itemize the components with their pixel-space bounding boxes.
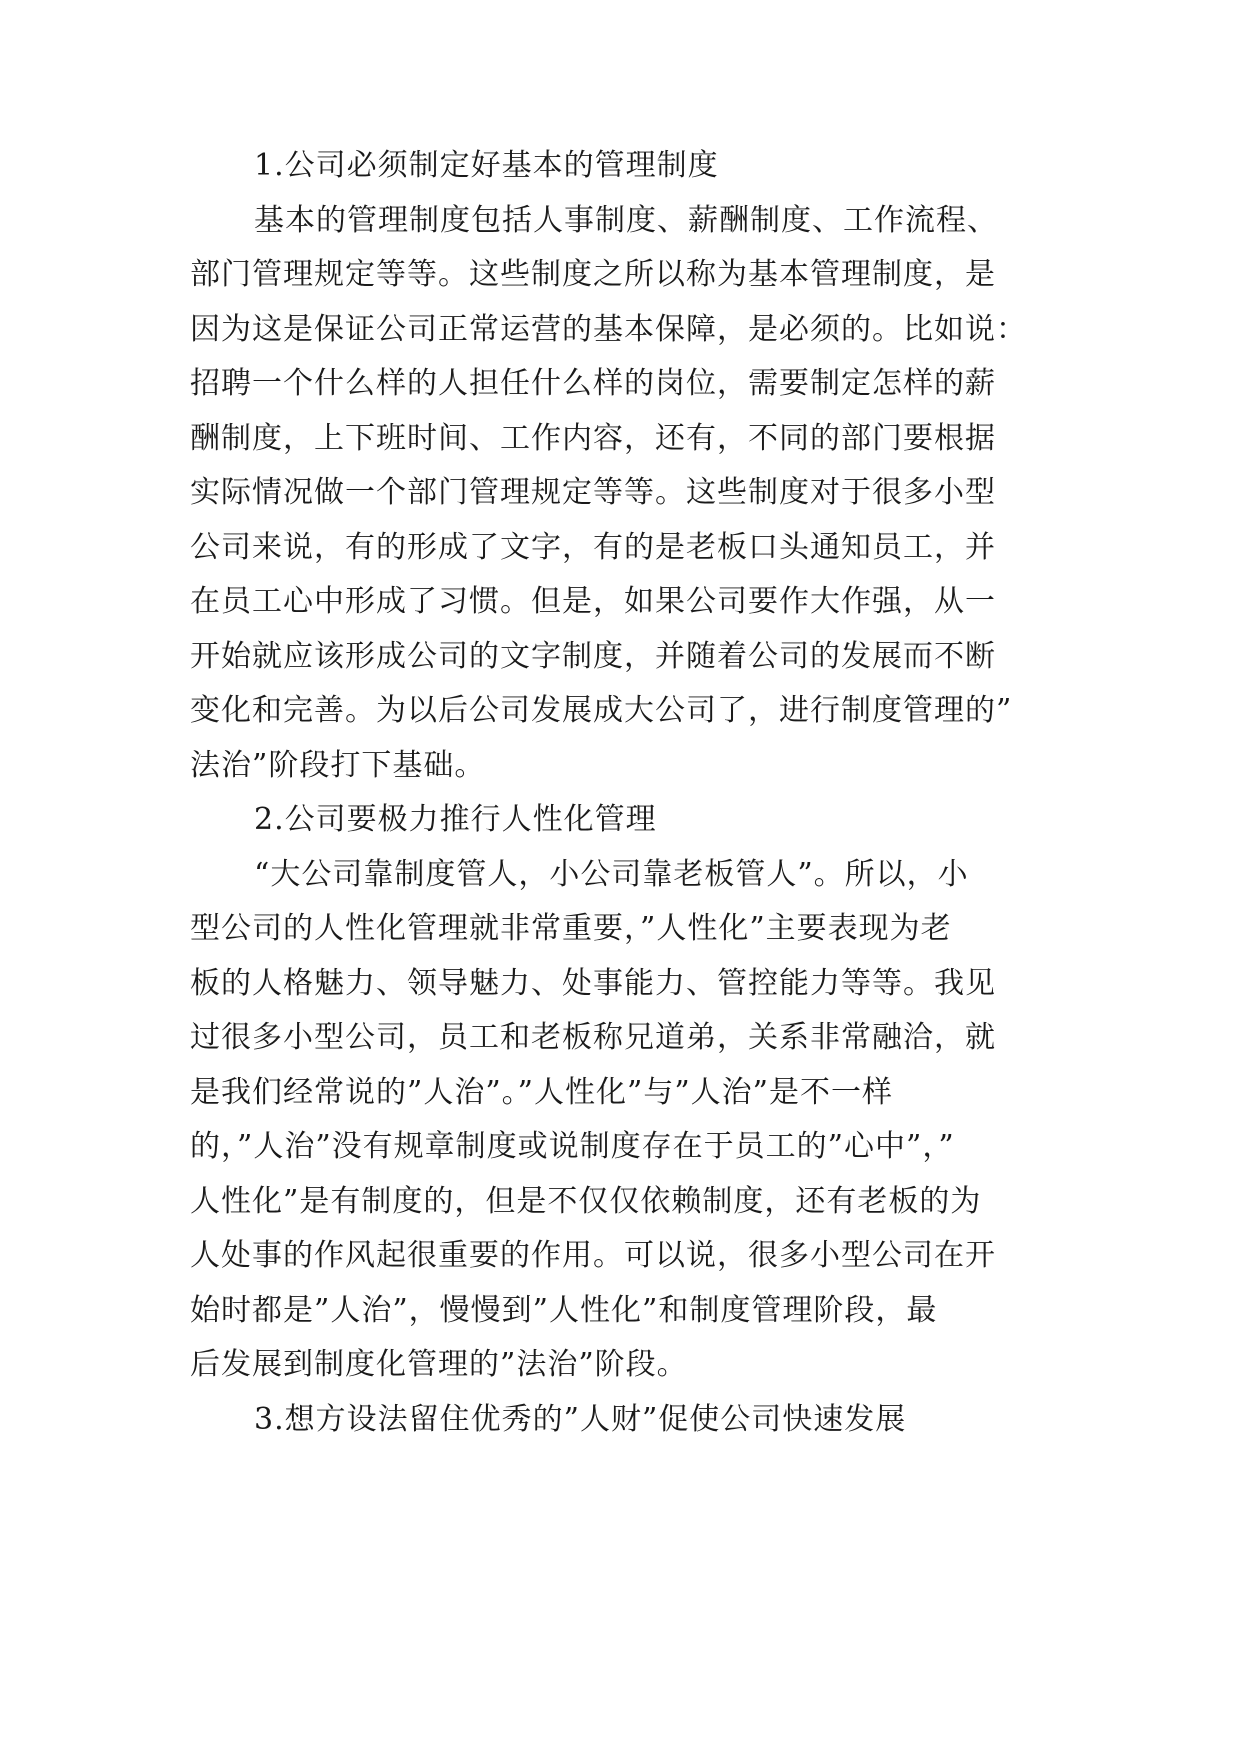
paragraph-line: 开始就应该形成公司的文字制度，并随着公司的发展而不断 (190, 639, 996, 674)
paragraph-line: 型公司的人性化管理就非常重要，”人性化”主要表现为老 (190, 911, 952, 946)
paragraph-line: 板的人格魅力、领导魅力、处事能力、管控能力等等。我见 (190, 966, 996, 1001)
paragraph-line: 过很多小型公司，员工和老板称兄道弟，关系非常融洽，就 (190, 1020, 996, 1055)
paragraph-line: 基本的管理制度包括人事制度、薪酬制度、工作流程、 (254, 203, 998, 238)
paragraph-line: 因为这是保证公司正常运营的基本保障，是必须的。比如说： (190, 312, 1027, 347)
paragraph-line: 公司来说，有的形成了文字，有的是老板口头通知员工，并 (190, 530, 996, 565)
paragraph-line: 在员工心中形成了习惯。但是，如果公司要作大作强，从一 (190, 584, 996, 619)
paragraph-line: 始时都是”人治”，慢慢到”人性化”和制度管理阶段，最 (190, 1293, 938, 1328)
paragraph-line: 人性化”是有制度的，但是不仅仅依赖制度，还有老板的为 (190, 1184, 982, 1219)
paragraph-line: 实际情况做一个部门管理规定等等。这些制度对于很多小型 (190, 475, 996, 510)
paragraph-line: 招聘一个什么样的人担任什么样的岗位，需要制定怎样的薪 (190, 366, 996, 401)
paragraph-line: “大公司靠制度管人，小公司靠老板管人”。所以，小 (254, 857, 969, 892)
paragraph-line: 法治”阶段打下基础。 (190, 748, 486, 783)
section-heading-1: 1.公司必须制定好基本的管理制度 (254, 148, 719, 183)
paragraph-line: 是我们经常说的”人治”。”人性化”与”人治”是不一样 (190, 1075, 894, 1110)
paragraph-line: 后发展到制度化管理的”法治”阶段。 (190, 1347, 688, 1382)
paragraph-line: 人处事的作风起很重要的作用。可以说，很多小型公司在开 (190, 1238, 996, 1273)
paragraph-line: 变化和完善。为以后公司发展成大公司了，进行制度管理的” (190, 693, 1013, 728)
section-heading-3: 3.想方设法留住优秀的”人财”促使公司快速发展 (254, 1402, 907, 1437)
paragraph-line: 的，”人治”没有规章制度或说制度存在于员工的”心中”，” (190, 1129, 955, 1164)
paragraph-line: 部门管理规定等等。这些制度之所以称为基本管理制度，是 (190, 257, 996, 292)
section-heading-2: 2.公司要极力推行人性化管理 (254, 802, 657, 837)
paragraph-line: 酬制度，上下班时间、工作内容，还有，不同的部门要根据 (190, 421, 996, 456)
